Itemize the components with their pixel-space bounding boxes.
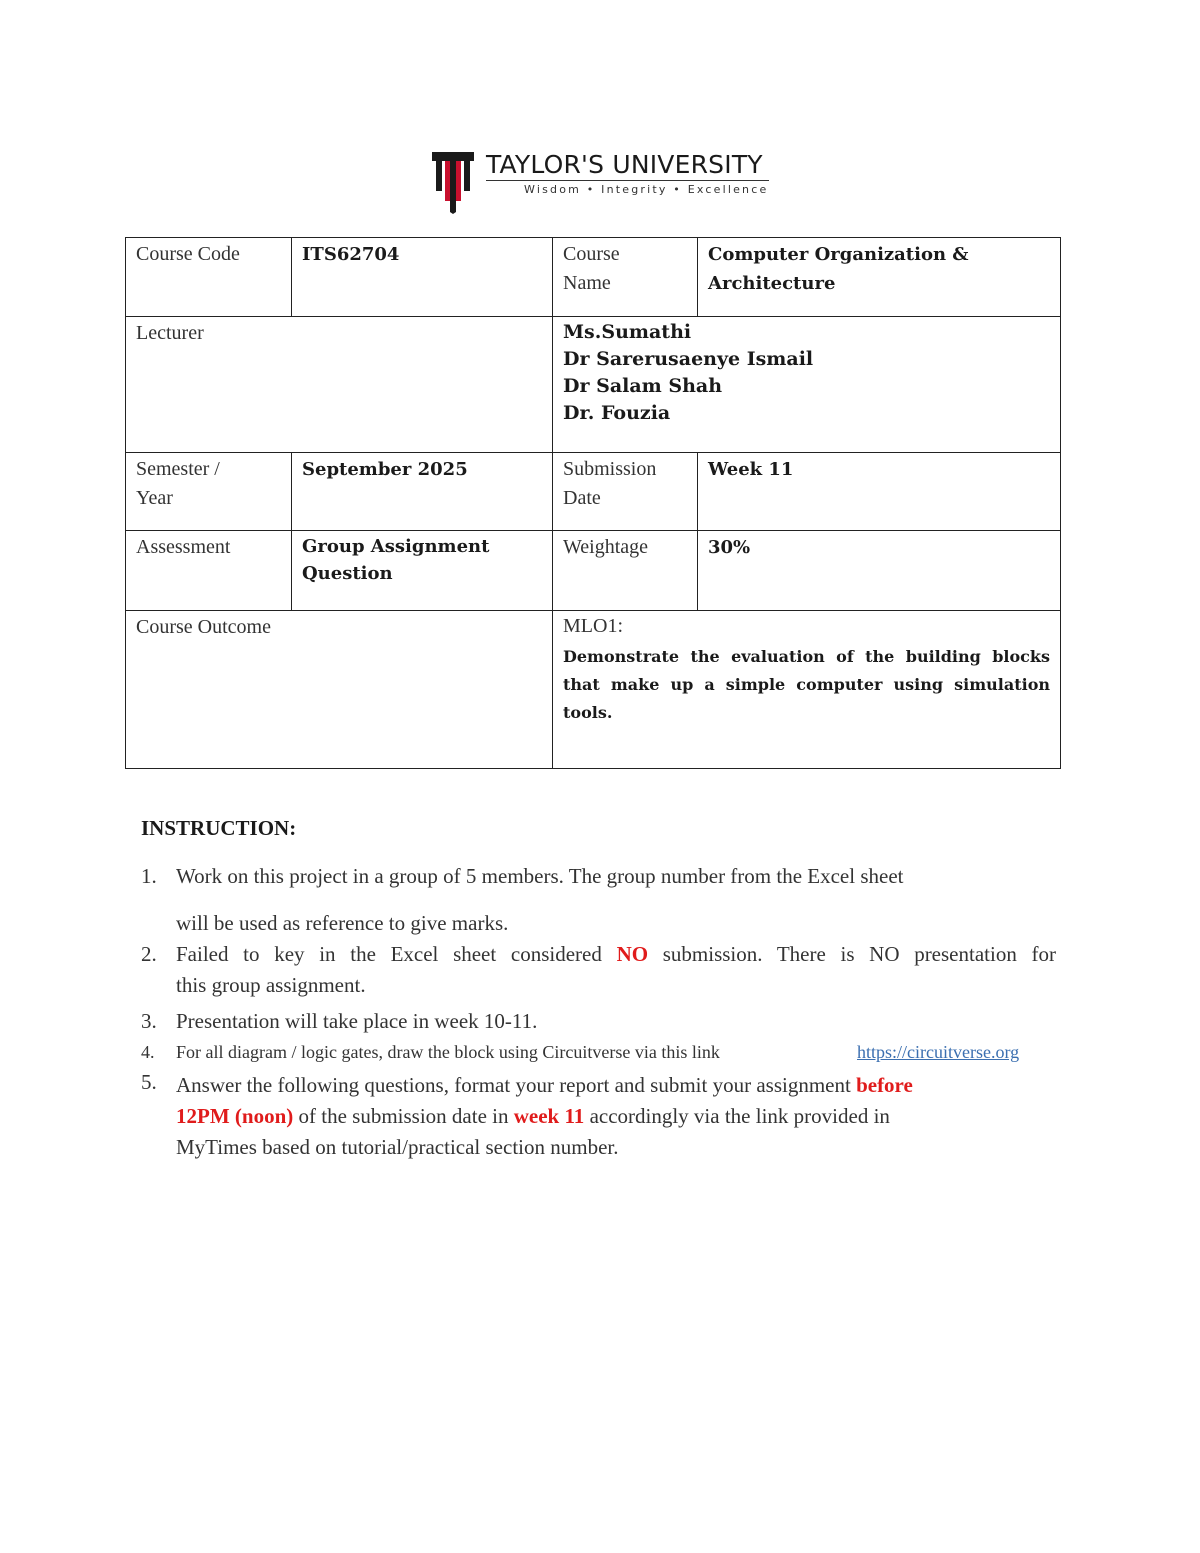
instruction-text: this group assignment. [176,973,366,997]
highlight-noon: 12PM (noon) [176,1104,294,1128]
assessment-line: Group Assignment [302,536,490,557]
course-code-value: ITS62704 [292,238,553,317]
instruction-text: will be used as reference to give marks. [176,911,509,935]
table-row [126,238,1061,317]
table-row [126,531,1061,611]
highlight-week: week 11 [513,1104,585,1128]
instruction-text-part: Answer the following questions, format your report and submit your assignment [176,1073,857,1097]
university-name: TAYLOR'S UNIVERSITY [486,150,763,179]
highlight-no: NO [616,942,649,966]
list-number: 4. [141,1042,155,1062]
university-logo [430,150,775,216]
course-name-line: Architecture [708,273,836,294]
list-number: 2. [141,942,157,966]
instruction-heading: INSTRUCTION: [141,816,297,840]
submission-label-line: Date [563,487,601,509]
course-name-value [698,238,1061,317]
course-name-label-line: Course [563,243,620,265]
semester-value: September 2025 [292,453,553,531]
course-outcome-label: Course Outcome [126,611,553,769]
course-name-line: Computer Organization & [708,244,969,265]
semester-label-line: Year [136,487,173,509]
course-name-label-line: Name [563,272,611,294]
assessment-line: Question [302,563,393,584]
course-outcome-cell [553,611,1061,769]
course-name-label [553,238,698,317]
instruction-text-part: accordingly via the link provided in [584,1104,890,1128]
logo-divider [486,180,769,181]
university-tagline: Wisdom • Integrity • Excellence [524,183,769,196]
assessment-value [292,531,553,611]
instruction-text-part: of the submission date in [293,1104,514,1128]
outcome-code: MLO1: [563,615,623,637]
submission-date-label [553,453,698,531]
submission-date-value: Week 11 [698,453,1061,531]
instruction-text: Work on this project in a group of 5 members. The group number from the Excel sheet [176,864,904,888]
lecturer-name: Ms.Sumathi [563,321,692,343]
weightage-label: Weightage [553,531,698,611]
table-row [126,611,1061,769]
instruction-text [176,942,1056,967]
course-code-label: Course Code [126,238,292,317]
lecturer-name: Dr Sarerusaenye Ismail [563,348,814,370]
instruction-text [176,1070,1056,1163]
lecturer-name: Dr Salam Shah [563,375,723,397]
list-number: 5. [141,1070,157,1094]
highlight-before: before [856,1073,913,1097]
lecturer-list [553,317,1061,453]
lecturer-name: Dr. Fouzia [563,402,671,424]
taylors-crest-icon [430,150,476,214]
course-info-table [125,237,1061,769]
weightage-value: 30% [698,531,1061,611]
table-row [126,453,1061,531]
assessment-label: Assessment [126,531,292,611]
instruction-text: For all diagram / logic gates, draw the block using Circuitverse via this link [176,1042,720,1062]
table-row [126,317,1061,453]
list-number: 3. [141,1009,157,1033]
semester-label-line: Semester / [136,458,220,480]
list-number: 1. [141,864,157,888]
outcome-text: Demonstrate the evaluation of the building blocks that make up a simple computer using simulation tools. [563,647,1050,722]
instruction-text: Presentation will take place in week 10-11. [176,1009,538,1033]
instruction-text-part: submission. There is NO presentation for [648,942,1056,966]
instruction-text-part: Failed to key in the Excel sheet considered [176,942,617,966]
semester-label [126,453,292,531]
lecturer-label: Lecturer [126,317,553,453]
instruction-text-part: MyTimes based on tutorial/practical section number. [176,1135,619,1159]
circuitverse-link[interactable]: https://circuitverse.org [857,1042,1020,1062]
submission-label-line: Submission [563,458,657,480]
